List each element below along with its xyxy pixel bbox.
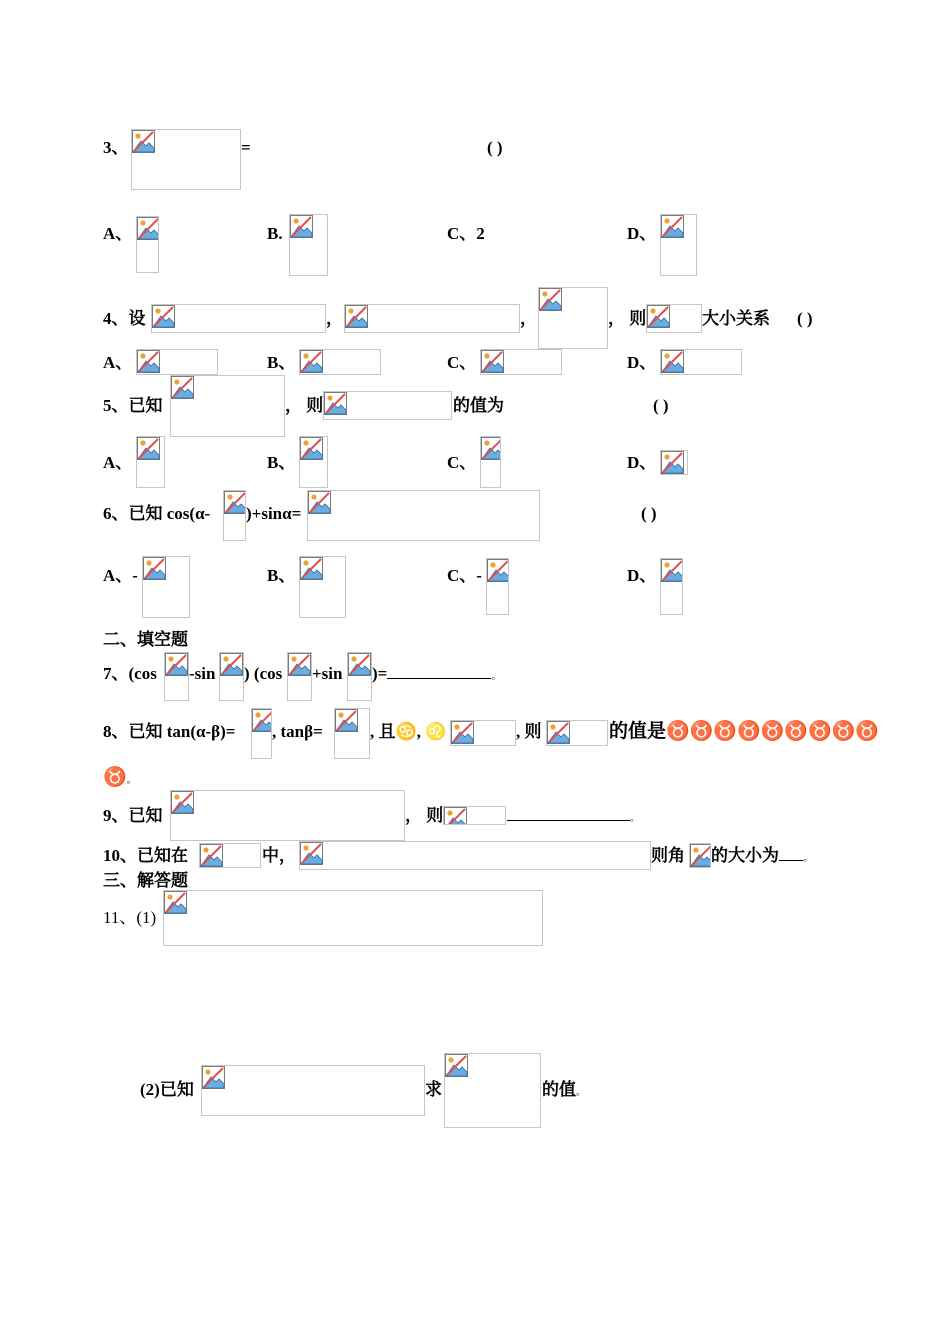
- broken-image-glyph: [165, 653, 188, 676]
- broken-image-icon: [151, 304, 326, 333]
- q3-option-c: C、2: [447, 224, 485, 243]
- broken-image-icon: [443, 806, 506, 825]
- q4-relation-text: 大小关系: [702, 309, 770, 328]
- q5-label: 5、已知: [103, 396, 163, 415]
- q5-option-c: C、: [447, 453, 477, 472]
- broken-image-glyph: [152, 305, 175, 328]
- q5-then: ， 则: [285, 396, 324, 415]
- q7-part-5: )=: [372, 664, 388, 683]
- broken-image-icon: [660, 349, 742, 375]
- broken-image-icon: [251, 708, 272, 759]
- broken-image-icon: [287, 652, 312, 701]
- q6-option-a: A、-: [103, 566, 138, 585]
- q9-end-mark: 。: [630, 813, 640, 824]
- broken-image-icon: [689, 843, 711, 868]
- broken-image-icon: [660, 450, 688, 475]
- broken-image-icon: [344, 304, 520, 333]
- broken-image-glyph: [202, 1066, 225, 1089]
- broken-image-glyph: [290, 215, 313, 238]
- q6-label: 6、已知 cos(α-: [103, 504, 211, 523]
- q10-end-mark: 。: [803, 853, 813, 864]
- broken-image-glyph: [539, 288, 562, 311]
- q3-option-b: B.: [267, 224, 283, 243]
- q8-part-1: 8、已知 tan(α-β)=: [103, 722, 236, 741]
- broken-image-icon: [299, 841, 651, 870]
- q3-equals: =: [241, 138, 251, 157]
- broken-image-glyph: [451, 721, 474, 744]
- q9-answer-blank: [507, 806, 630, 821]
- q11-part-2-label: (2)已知: [140, 1080, 194, 1099]
- broken-image-glyph: [143, 557, 166, 580]
- broken-image-glyph: [300, 350, 323, 373]
- q3-option-d: D、: [627, 224, 657, 243]
- broken-image-glyph: [481, 350, 504, 373]
- broken-image-glyph: [200, 844, 223, 867]
- broken-image-icon: [480, 436, 501, 488]
- q7-part-4: +sin: [312, 664, 343, 683]
- q6-option-b: B、: [267, 566, 296, 585]
- broken-image-glyph: [335, 709, 358, 732]
- broken-image-glyph: [547, 721, 570, 744]
- broken-image-icon: [289, 214, 328, 276]
- broken-image-glyph: [171, 376, 194, 399]
- q8-end-mark: 。: [126, 775, 137, 786]
- broken-image-icon: [219, 652, 244, 701]
- broken-image-icon: [538, 287, 608, 349]
- broken-image-glyph: [444, 807, 467, 825]
- q9-then: ， 则: [405, 806, 444, 825]
- broken-image-icon: [660, 558, 683, 615]
- broken-image-icon: [299, 436, 328, 488]
- q4-answer-paren: ( ): [797, 309, 813, 328]
- broken-image-icon: [480, 349, 562, 375]
- broken-image-icon: [164, 652, 189, 701]
- broken-image-glyph: [348, 653, 371, 676]
- q6-mid: )+sinα=: [246, 504, 302, 523]
- broken-image-icon: [199, 843, 261, 868]
- broken-image-glyph: [324, 392, 347, 415]
- q11-value-text: 的值: [542, 1080, 576, 1099]
- broken-image-glyph: [164, 891, 187, 914]
- q4-comma-2: ，: [520, 309, 537, 328]
- broken-image-glyph: [137, 350, 160, 373]
- q7-part-2: -sin: [189, 664, 216, 683]
- section-answer-heading: 三、解答题: [103, 871, 188, 890]
- broken-image-icon: [347, 652, 372, 701]
- broken-image-glyph: [481, 437, 501, 460]
- broken-image-icon: [163, 890, 543, 946]
- q8-part-5: 的值是♉♉♉♉♉♉♉♉♉: [609, 721, 879, 742]
- q8-part-3: , 且♋, ♌: [370, 722, 447, 741]
- broken-image-glyph: [137, 437, 160, 460]
- broken-image-icon: [546, 720, 608, 746]
- q11-label: 11、(1): [103, 908, 157, 927]
- q8-part-4: , 则: [516, 722, 542, 741]
- broken-image-glyph: [288, 653, 311, 676]
- broken-image-icon: [131, 129, 241, 190]
- broken-image-icon: [299, 556, 346, 618]
- q10-size-text: 的大小为: [711, 846, 779, 865]
- q4-option-a: A、: [103, 353, 133, 372]
- broken-image-icon: [299, 349, 381, 375]
- broken-image-glyph: [661, 215, 684, 238]
- broken-image-glyph: [445, 1054, 468, 1077]
- broken-image-icon: [142, 556, 190, 618]
- broken-image-icon: [660, 214, 697, 276]
- q10-mid: 中，: [262, 846, 296, 865]
- broken-image-icon: [323, 391, 452, 420]
- q3-answer-paren: ( ): [487, 138, 503, 157]
- q7-part-3: ) (cos: [244, 664, 283, 683]
- broken-image-glyph: [647, 305, 670, 328]
- q5-answer-paren: ( ): [653, 396, 669, 415]
- q5-option-a: A、: [103, 453, 133, 472]
- broken-image-glyph: [345, 305, 368, 328]
- q10-answer-blank: [779, 846, 803, 861]
- broken-image-glyph: [487, 559, 509, 582]
- q7-end-mark: 。: [491, 671, 502, 682]
- broken-image-icon: [170, 790, 405, 841]
- q10-angle-text: 则角: [651, 846, 685, 865]
- broken-image-glyph: [661, 451, 684, 474]
- q3-option-a: A、: [103, 224, 133, 243]
- broken-image-glyph: [220, 653, 243, 676]
- q5-option-d: D、: [627, 453, 657, 472]
- q5-option-b: B、: [267, 453, 296, 472]
- q4-option-c: C、: [447, 353, 477, 372]
- broken-image-icon: [136, 216, 159, 273]
- broken-image-glyph: [661, 350, 684, 373]
- broken-image-glyph: [132, 130, 155, 153]
- q4-label: 4、设: [103, 309, 146, 328]
- q8-part-2: , tanβ=: [272, 722, 323, 741]
- broken-image-glyph: [224, 491, 246, 514]
- q8-part-6: ♉: [103, 767, 127, 788]
- q5-value-text: 的值为: [453, 396, 504, 415]
- broken-image-icon: [450, 720, 516, 746]
- q7-answer-blank: [387, 664, 491, 679]
- section-fill-in-heading: 二、填空题: [103, 630, 188, 649]
- q11-end-mark: 。: [576, 1087, 586, 1098]
- q10-label: 10、已知在: [103, 846, 188, 865]
- broken-image-glyph: [300, 842, 323, 865]
- q4-option-d: D、: [627, 353, 657, 372]
- q4-then: ， 则: [608, 309, 647, 328]
- q6-option-d: D、: [627, 566, 657, 585]
- broken-image-icon: [136, 349, 218, 375]
- broken-image-icon: [444, 1053, 541, 1128]
- q6-option-c: C、-: [447, 566, 482, 585]
- q7-part-1: 7、(cos: [103, 664, 157, 683]
- broken-image-icon: [486, 558, 509, 615]
- broken-image-glyph: [171, 791, 194, 814]
- broken-image-icon: [223, 490, 246, 541]
- q3-label: 3、: [103, 138, 129, 157]
- q6-answer-paren: ( ): [641, 504, 657, 523]
- broken-image-icon: [307, 490, 540, 541]
- broken-image-icon: [201, 1065, 425, 1116]
- q11-seek-text: 求: [425, 1080, 442, 1099]
- q4-comma-1: ，: [326, 309, 343, 328]
- broken-image-glyph: [308, 491, 331, 514]
- broken-image-glyph: [137, 217, 159, 240]
- broken-image-icon: [136, 436, 165, 488]
- broken-image-icon: [334, 708, 370, 759]
- broken-image-glyph: [690, 844, 711, 867]
- broken-image-glyph: [252, 709, 272, 732]
- broken-image-glyph: [661, 559, 683, 582]
- q4-option-b: B、: [267, 353, 296, 372]
- broken-image-glyph: [300, 557, 323, 580]
- broken-image-icon: [646, 304, 702, 333]
- broken-image-glyph: [300, 437, 323, 460]
- q9-label: 9、已知: [103, 806, 163, 825]
- broken-image-icon: [170, 375, 285, 437]
